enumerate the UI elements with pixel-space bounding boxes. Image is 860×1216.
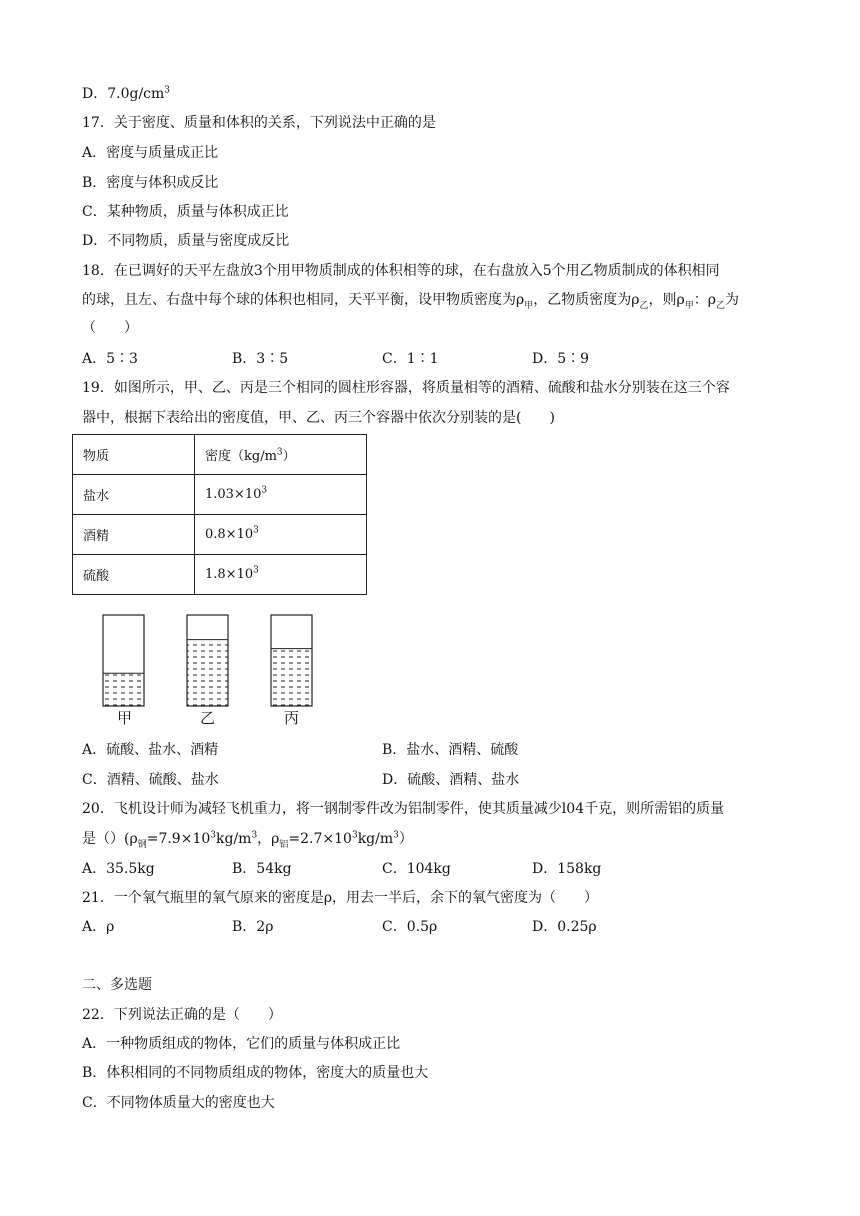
table-row xyxy=(73,475,367,515)
q18-option-b: B．3∶5 xyxy=(232,351,289,367)
density-table xyxy=(72,434,367,595)
container-label-jia: 甲 xyxy=(117,709,133,727)
table-cell-density: $1.8\times 10^3$ xyxy=(195,555,367,595)
liquid-fill xyxy=(271,649,312,706)
table-cell-substance: 硫酸 xyxy=(73,555,195,595)
q19-option-c: C．酒精、硫酸、盐水 xyxy=(82,772,219,788)
container-outline xyxy=(187,615,228,706)
q22-option-c: C．不同物体质量大的密度也大 xyxy=(82,1095,275,1111)
q18-option-a: A．5∶3 xyxy=(82,351,138,367)
q16-option-d: D．$7.0g/cm^3$ xyxy=(82,85,171,102)
table-header-density: 密度$(kg/m^3)$ xyxy=(195,435,367,475)
q20-option-a: A．35.5kg xyxy=(82,861,155,877)
q18-option-c: C．1∶1 xyxy=(382,351,439,367)
container-yi xyxy=(187,615,228,706)
q18-stem-line3: （ ） xyxy=(82,320,138,336)
q17-option-a: A．密度与质量成正比 xyxy=(82,145,219,161)
q20-stem-line2: 是$()(\rho_钢=7.9\times 10^3kg/m^3$，$\rho_铝=2.7\times 10^3kg/m^3$） xyxy=(82,830,413,850)
q22-stem: 22．下列说法正确的是（ ） xyxy=(82,1007,282,1023)
q18-stem-line1: 18．在已调好的天平左盘放3个用甲物质制成的体积相等的球，在右盘放入5个用乙物质制成的体积相同 xyxy=(82,263,720,279)
q18-stem-line2: 的球，且左、右盘中每个球的体积也相同，天平平衡，设甲物质密度为$\rho_甲$，乙物质密度为$\rho_乙$，则$\rho_甲$：$\rho_乙$为 xyxy=(82,292,739,311)
q22-option-b: B．体积相同的不同物质组成的物体，密度大的质量也大 xyxy=(82,1065,429,1081)
liquid-fill xyxy=(187,640,228,706)
q20-option-b: B．54kg xyxy=(232,861,292,877)
q21-stem: 21．一个氧气瓶里的氧气原来的密度是ρ，用去一半后，余下的氧气密度为（ ） xyxy=(82,890,599,906)
q19-stem-line1: 19．如图所示，甲、乙、丙是三个相同的圆柱形容器，将质量相等的酒精、硫酸和盐水分别装在这三个容 xyxy=(82,380,730,396)
table-row xyxy=(73,515,367,555)
table-header-substance: 物质 xyxy=(73,435,195,475)
section-title-multiple-choice: 二、多选题 xyxy=(82,977,152,993)
q19-option-a: A．硫酸、盐水、酒精 xyxy=(82,742,219,758)
table-cell-density: $0.8\times 10^3$ xyxy=(195,515,367,555)
table-cell-substance: 盐水 xyxy=(73,475,195,515)
table-row xyxy=(73,555,367,595)
q18-option-d: D．5∶9 xyxy=(532,351,590,367)
q21-option-a: A．ρ xyxy=(82,919,115,935)
container-label-bing: 丙 xyxy=(284,709,300,727)
container-outline xyxy=(271,615,312,706)
q17-option-b: B．密度与体积成反比 xyxy=(82,175,219,191)
q21-option-c: C．0.5ρ xyxy=(382,919,438,935)
container-bing xyxy=(271,615,312,706)
q17-option-c: C．某种物质，质量与体积成正比 xyxy=(82,204,289,220)
q21-option-b: B．2ρ xyxy=(232,919,274,935)
q20-option-d: D．158kg xyxy=(532,861,602,877)
liquid-fill xyxy=(103,673,144,706)
q20-option-c: C．104kg xyxy=(382,861,451,877)
container-jia xyxy=(103,615,144,706)
container-label-yi: 乙 xyxy=(200,709,216,727)
container-outline xyxy=(103,615,144,706)
table-header-row xyxy=(73,435,367,475)
q21-option-d: D．0.25ρ xyxy=(532,919,597,935)
q17-stem: 17．关于密度、质量和体积的关系，下列说法中正确的是 xyxy=(82,115,436,131)
q17-option-d: D．不同物质，质量与密度成反比 xyxy=(82,233,290,249)
q22-option-a: A．一种物质组成的物体，它们的质量与体积成正比 xyxy=(82,1036,401,1052)
q19-option-b: B．盐水、酒精、硫酸 xyxy=(382,742,519,758)
table-cell-substance: 酒精 xyxy=(73,515,195,555)
q19-option-d: D．硫酸、酒精、盐水 xyxy=(382,772,520,788)
q19-stem-line2: 器中，根据下表给出的密度值，甲、乙、丙三个容器中依次分别装的是( ) xyxy=(82,410,555,426)
q20-stem-line1: 20．飞机设计师为减轻飞机重力，将一钢制零件改为铝制零件，使其质量减少l04千克，则所需铝的质量 xyxy=(82,801,725,817)
table-cell-density: $1.03\times 10^3$ xyxy=(195,475,367,515)
